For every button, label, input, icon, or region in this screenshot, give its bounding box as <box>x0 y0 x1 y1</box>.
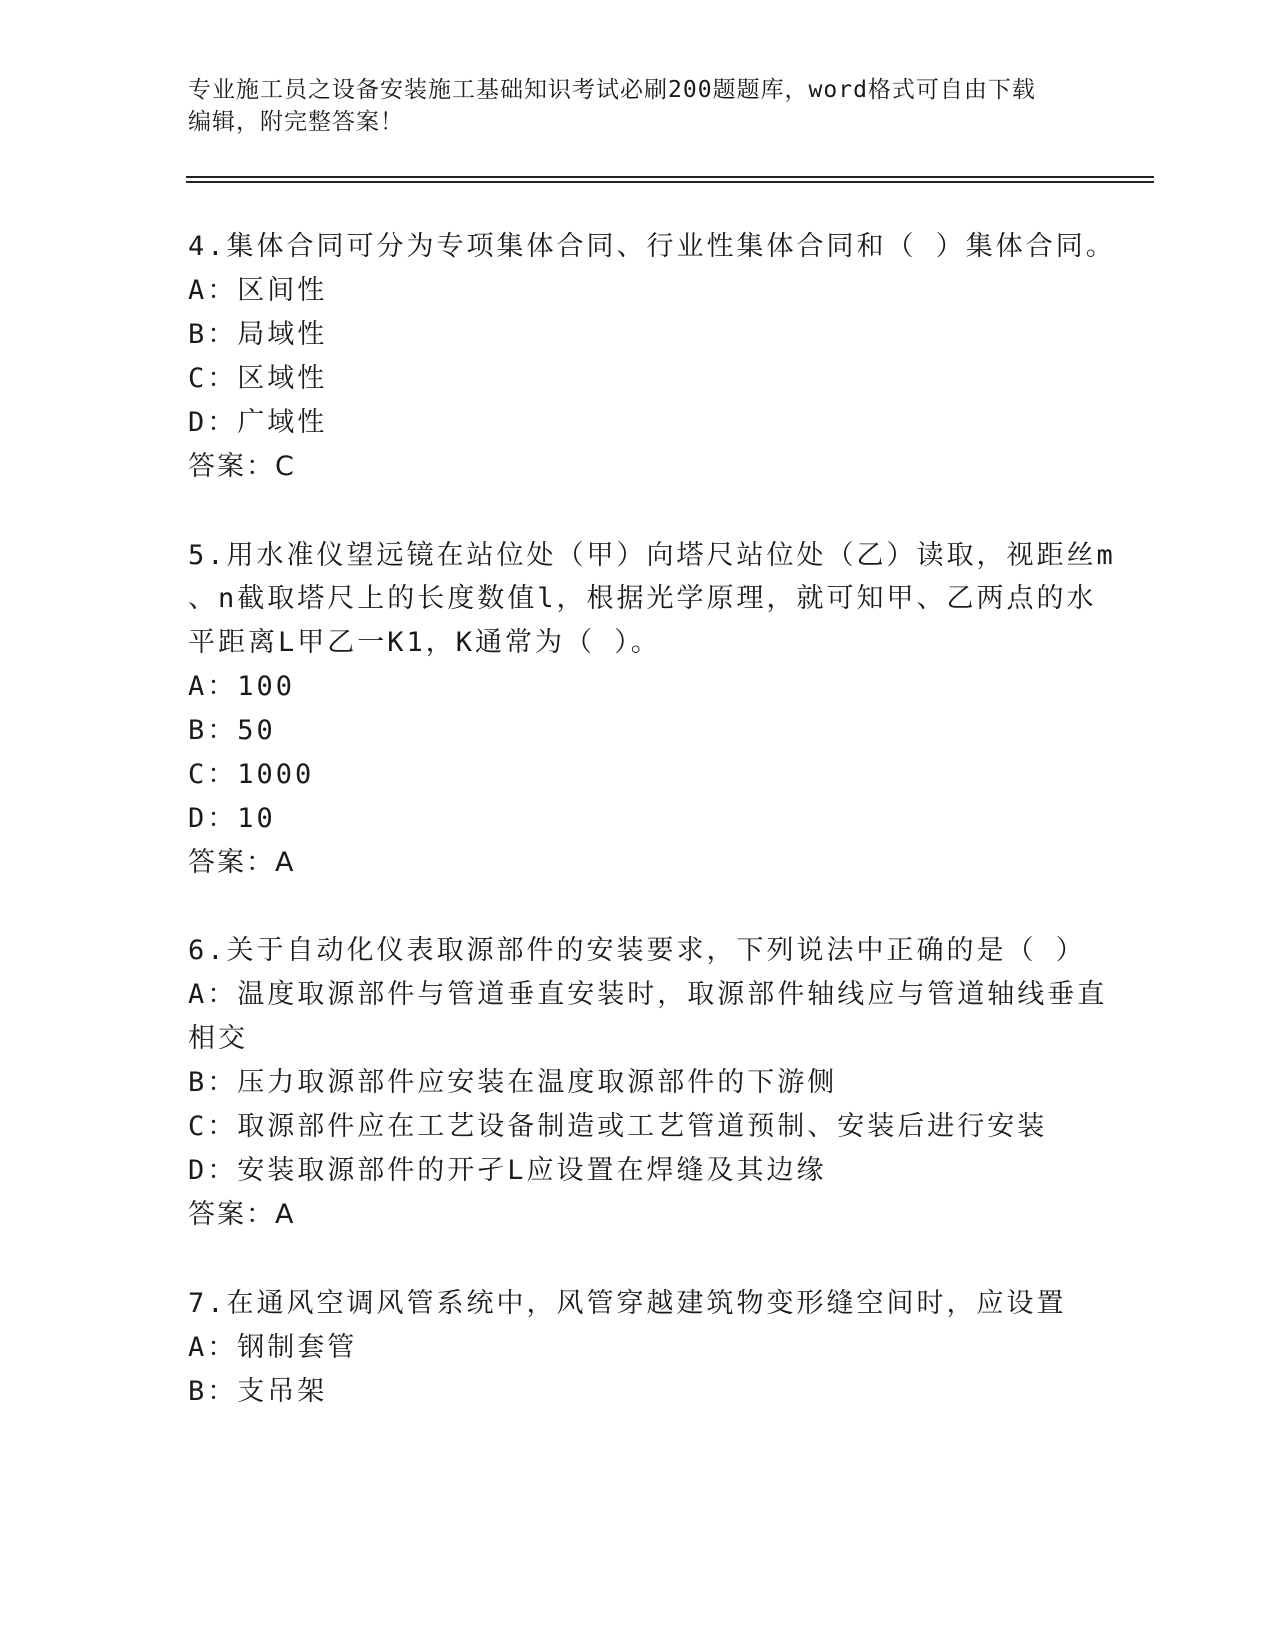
question-5-stem-line-1: 5.用水准仪望远镜在站位处（甲）向塔尺站位处（乙）读取，视距丝m <box>188 540 1116 571</box>
question-5-option-a: A：100 <box>188 671 296 702</box>
question-4-answer: 答案：C <box>188 451 296 482</box>
question-7-stem: 7.在通风空调风管系统中，风管穿越建筑物变形缝空间时，应设置 <box>188 1288 1067 1319</box>
question-5-stem-line-3: 平距离L甲乙一K1，K通常为（ ）。 <box>188 627 661 658</box>
question-5-option-c: C：1000 <box>188 759 315 790</box>
question-5-stem-line-2: 、n截取塔尺上的长度数值l，根据光学原理，就可知甲、乙两点的水 <box>188 583 1097 614</box>
header-title-line-1: 专业施工员之设备安装施工基础知识考试必刷200题题库，word格式可自由下载 <box>188 77 1036 103</box>
question-6-option-c: C：取源部件应在工艺设备制造或工艺管道预制、安装后进行安装 <box>188 1111 1048 1142</box>
document-header <box>188 74 1088 138</box>
question-6-option-d: D：安装取源部件的开孑L应设置在焊缝及其边缘 <box>188 1155 827 1186</box>
question-6-option-a-line-2: 相交 <box>188 1023 248 1054</box>
question-5-option-d: D：10 <box>188 803 276 834</box>
question-7-option-b: B：支吊架 <box>188 1376 328 1407</box>
header-title-line-2: 编辑，附完整答案！ <box>188 109 404 135</box>
question-4-stem: 4.集体合同可分为专项集体合同、行业性集体合同和（ ）集体合同。 <box>188 231 1116 262</box>
header-divider-top <box>186 176 1154 178</box>
question-6-stem: 6.关于自动化仪表取源部件的安装要求，下列说法中正确的是（ ） <box>188 935 1086 966</box>
question-7-option-a: A：钢制套管 <box>188 1332 358 1363</box>
question-5-option-b: B：50 <box>188 715 276 746</box>
question-5-answer: 答案：A <box>188 847 296 878</box>
question-6-answer: 答案：A <box>188 1199 296 1230</box>
question-6-option-b: B：压力取源部件应安装在温度取源部件的下游侧 <box>188 1067 838 1098</box>
question-6-option-a-line-1: A：温度取源部件与管道垂直安装时，取源部件轴线应与管道轴线垂直 <box>188 979 1108 1010</box>
question-4-option-b: B：局域性 <box>188 319 328 350</box>
header-divider-bottom <box>186 181 1154 183</box>
question-4-option-d: D：广域性 <box>188 407 328 438</box>
question-4-option-a: A：区间性 <box>188 275 328 306</box>
question-4-option-c: C：区域性 <box>188 363 328 394</box>
